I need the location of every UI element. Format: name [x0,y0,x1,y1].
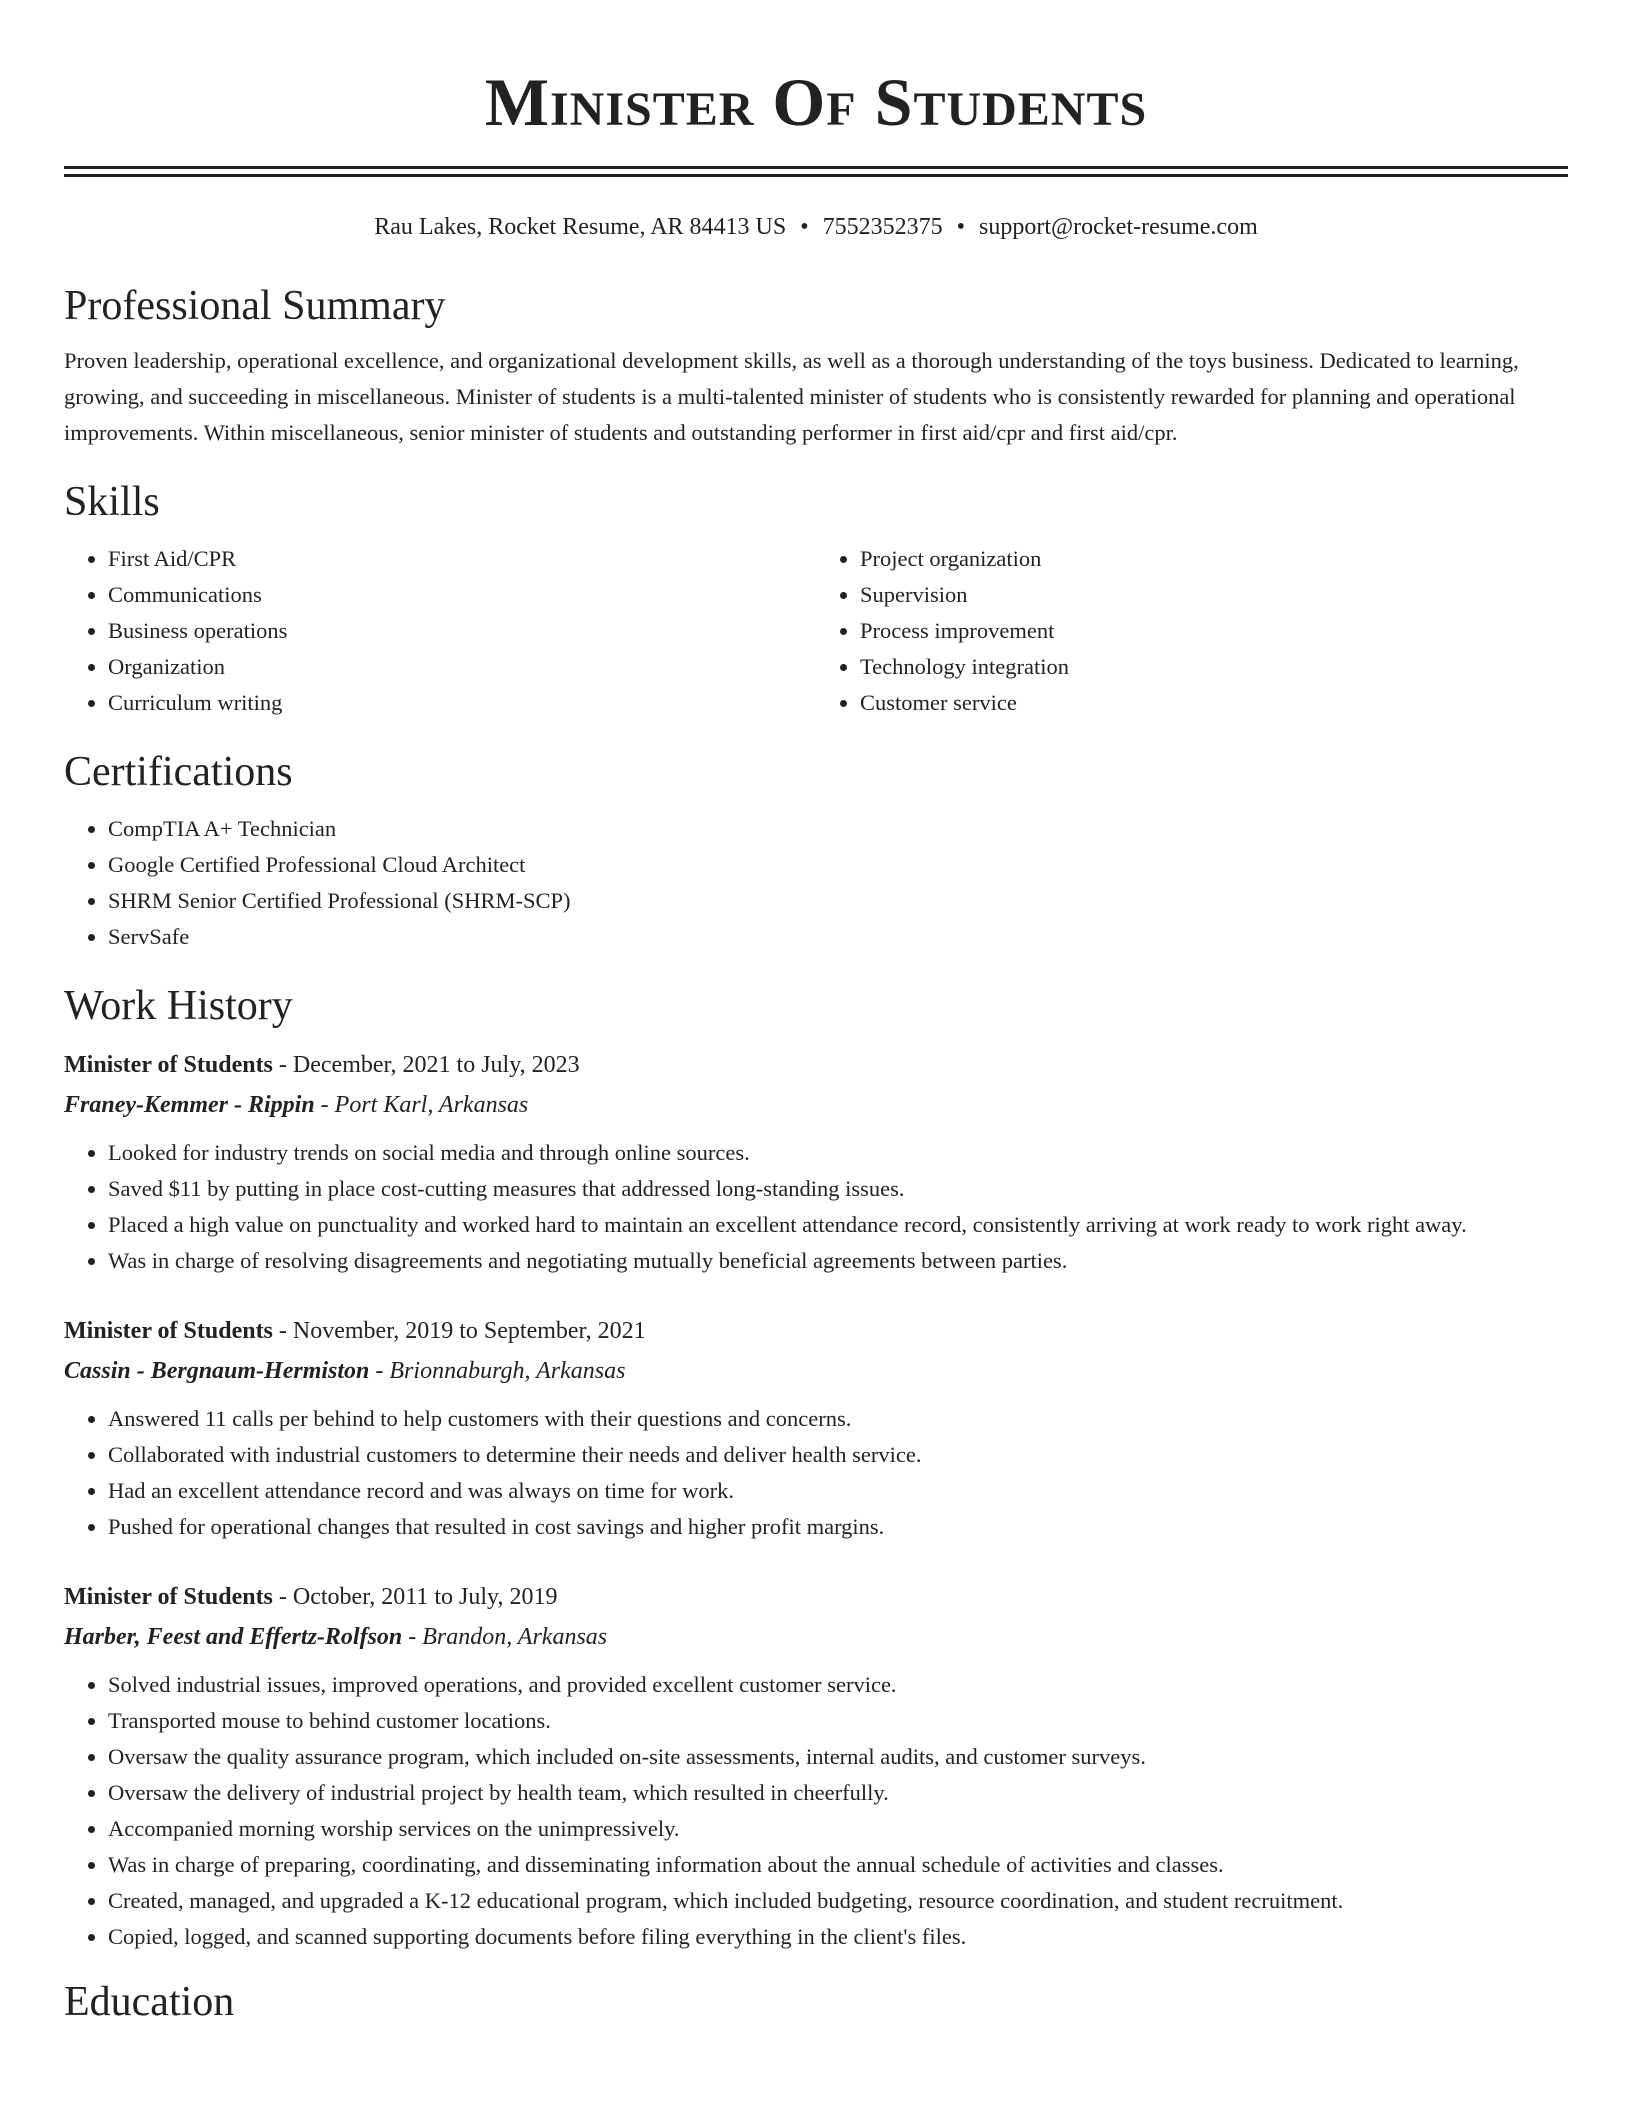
job-location: - Port Karl, Arkansas [314,1092,529,1118]
job-entry [64,1577,1568,1955]
contact-separator: • [956,214,966,240]
job-bullets [64,1401,1568,1545]
job-company-line [64,1617,1568,1657]
job-role: Minister of Students [64,1052,273,1078]
resume-name: Minister Of Students [484,64,1148,140]
skill-item: • Process improvement [860,613,1568,649]
skills-heading: Skills [64,479,160,525]
contact-address: Rau Lakes, Rocket Resume, AR 84413 US [374,214,787,240]
job-location: - Brionnaburgh, Arkansas [369,1358,626,1384]
job-bullet: • Solved industrial issues, improved operations, and provided excellent customer service. [108,1667,1568,1703]
certifications-heading: Certifications [64,749,293,795]
job-location: - Brandon, Arkansas [402,1624,608,1650]
job-bullet: • Answered 11 calls per behind to help customers with their questions and concerns. [108,1401,1568,1437]
job-bullets [64,1667,1568,1955]
job-company: Harber, Feest and Effertz-Rolfson [64,1624,403,1650]
certification-item: • ServSafe [108,919,1568,955]
contact-email: support@rocket-resume.com [979,214,1258,240]
certifications-list [64,811,1568,955]
job-bullet: • Placed a high value on punctuality and worked hard to maintain an excellent attendance record, consistently arriving at work ready to work right away. [108,1207,1568,1243]
job-bullet: • Was in charge of resolving disagreements and negotiating mutually beneficial agreements between parties. [108,1243,1568,1279]
job-bullet: • Was in charge of preparing, coordinating, and disseminating information about the annual schedule of activities and classes. [108,1847,1568,1883]
job-role: Minister of Students [64,1318,273,1344]
header-double-rule [64,166,1568,177]
certification-item: • SHRM Senior Certified Professional (SHRM-SCP) [108,883,1568,919]
job-bullets [64,1135,1568,1279]
skill-item: • Technology integration [860,649,1568,685]
job-bullet: • Oversaw the quality assurance program, which included on-site assessments, internal audits, and customer surveys. [108,1739,1568,1775]
job-bullet: • Accompanied morning worship services on the unimpressively. [108,1811,1568,1847]
skills-right-list [816,541,1568,721]
job-bullet: • Had an excellent attendance record and was always on time for work. [108,1473,1568,1509]
job-bullet: • Copied, logged, and scanned supporting documents before filing everything in the client's files. [108,1919,1568,1955]
summary-text: Proven leadership, operational excellence, and organizational development skills, as well as a thorough understanding of the toys business. Dedicated to learning, growing, and succeeding in miscellaneous. Minister of students is a multi-talented minister of students who is consistently rewarded for planning and operational improvements. Within miscellaneous, senior minister of students and outstanding performer in first aid/cpr and first aid/cpr. [64,348,1519,445]
job-header [64,1311,1568,1351]
job-dates: - December, 2021 to July, 2023 [272,1052,580,1078]
job-dates: - October, 2011 to July, 2019 [272,1584,558,1610]
job-bullet: • Oversaw the delivery of industrial project by health team, which resulted in cheerfully. [108,1775,1568,1811]
job-header [64,1577,1568,1617]
job-company: Franey-Kemmer - Rippin [64,1092,315,1118]
job-bullet: • Saved $11 by putting in place cost-cutting measures that addressed long-standing issues. [108,1171,1568,1207]
job-dates: - November, 2019 to September, 2021 [272,1318,646,1344]
summary-heading: Professional Summary [64,283,446,329]
skill-item: • Customer service [860,685,1568,721]
contact-phone: 7552352375 [822,214,943,240]
skill-item: • Supervision [860,577,1568,613]
skill-item: • Business operations [108,613,816,649]
job-bullet: • Collaborated with industrial customers to determine their needs and deliver health service. [108,1437,1568,1473]
job-bullet: • Created, managed, and upgraded a K-12 educational program, which included budgeting, resource coordination, and student recruitment. [108,1883,1568,1919]
job-entry [64,1045,1568,1279]
skills-left-list [64,541,816,721]
certification-item: • Google Certified Professional Cloud Architect [108,847,1568,883]
skill-item: • Communications [108,577,816,613]
contact-line [64,211,1568,243]
job-entry [64,1311,1568,1545]
job-company-line [64,1085,1568,1125]
education-heading: Education [64,1979,235,2025]
job-company: Cassin - Bergnaum-Hermiston [64,1358,370,1384]
job-bullet: • Transported mouse to behind customer locations. [108,1703,1568,1739]
skill-item: • Curriculum writing [108,685,816,721]
work-history-heading: Work History [64,983,293,1029]
certification-item: • CompTIA A+ Technician [108,811,1568,847]
job-role: Minister of Students [64,1584,273,1610]
skill-item: • First Aid/CPR [108,541,816,577]
contact-separator: • [800,214,809,240]
skill-item: • Organization [108,649,816,685]
job-company-line [64,1351,1568,1391]
job-bullet: • Looked for industry trends on social media and through online sources. [108,1135,1568,1171]
job-header [64,1045,1568,1085]
skills-columns [64,541,1568,721]
job-bullet: • Pushed for operational changes that resulted in cost savings and higher profit margins. [108,1509,1568,1545]
skill-item: • Project organization [860,541,1568,577]
